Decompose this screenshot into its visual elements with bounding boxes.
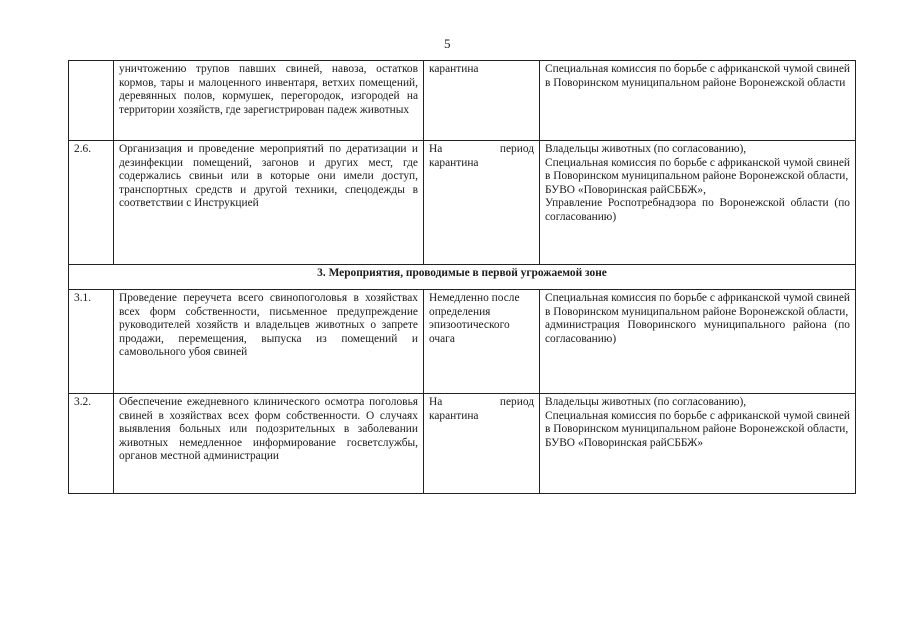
responsible-cell: [540, 394, 856, 494]
term-word: На: [429, 396, 443, 408]
term-word: период: [499, 396, 534, 408]
responsible-line: Управление Роспотребнадзора по Воронежской области (по согласованию): [545, 197, 850, 223]
responsible-line: администрация Поворинского муниципального района (по согласованию): [545, 319, 850, 345]
measure-text: уничтожению трупов павших свиней, навоза, остатков кормов, тары и малоценного инвентаря, ветхих помещений, деревянных полов, кормушек, перегородок, изгородей на территории хозяйств, где зарегистрирован падеж животных: [114, 61, 424, 141]
term-word: На: [429, 143, 443, 155]
table-row: [69, 290, 856, 394]
measure-text: Организация и проведение мероприятий по дератизации и дезинфекции помещений, загонов и других мест, где содержались свиньи или в которые они имели доступ, транспортных средств и другой техники, спецодежды в соответствии с Инструкцией: [114, 141, 424, 265]
row-number: 2.6.: [69, 141, 114, 265]
table-row: [69, 61, 856, 141]
responsible-cell: [540, 61, 856, 141]
measure-text: Обеспечение ежедневного клинического осмотра поголовья свиней в хозяйствах всех форм собственности. О случаях выявления больных или подозрительных в заболевании животных немедленное информирование госветслужбы, органов местной администрации: [114, 394, 424, 494]
term-cell: [424, 394, 540, 494]
responsible-line: БУВО «Поворинская райСББЖ»,: [545, 183, 706, 196]
table-row: [69, 394, 856, 494]
row-number: 3.1.: [69, 290, 114, 394]
row-number: [69, 61, 114, 141]
term-word: период: [499, 143, 534, 155]
term-cell: [424, 141, 540, 265]
section-row: [69, 265, 856, 290]
responsible-line: Владельцы животных (по согласованию),: [545, 143, 747, 155]
term-word: карантина: [429, 409, 479, 422]
responsible-cell: [540, 141, 856, 265]
term-text: карантина: [424, 61, 540, 141]
term-text: Немедленно после определения эпизоотического очага: [424, 290, 540, 394]
table-row: [69, 141, 856, 265]
responsible-line: Специальная комиссия по борьбе с африканской чумой свиней в Поворинском муниципальном районе Воронежской области,: [545, 156, 851, 183]
row-number: 3.2.: [69, 394, 114, 494]
term-word: карантина: [429, 156, 479, 169]
responsible-line: Специальная комиссия по борьбе с африканской чумой свиней в Поворинском муниципальном районе Воронежской области: [545, 63, 851, 89]
responsible-line: Владельцы животных (по согласованию),: [545, 396, 747, 408]
page-number: 5: [444, 36, 451, 51]
measure-text: Проведение переучета всего свинопоголовья в хозяйствах всех форм собственности, письменное предупреждение руководителей хозяйств и владельцев животных о запрете продажи, перемещения, выпуска из помещений и самовольного убоя свиней: [114, 290, 424, 394]
measures-table: [68, 60, 856, 494]
responsible-line: Специальная комиссия по борьбе с африканской чумой свиней в Поворинском муниципальном районе Воронежской области,: [545, 409, 851, 436]
responsible-cell: [540, 290, 856, 394]
responsible-line: БУВО «Поворинская райСББЖ»: [545, 436, 704, 449]
responsible-line: Специальная комиссия по борьбе с африканской чумой свиней в Поворинском муниципальном районе Воронежской области,: [545, 292, 851, 318]
section-title: 3. Мероприятия, проводимые в первой угрожаемой зоне: [69, 265, 856, 290]
